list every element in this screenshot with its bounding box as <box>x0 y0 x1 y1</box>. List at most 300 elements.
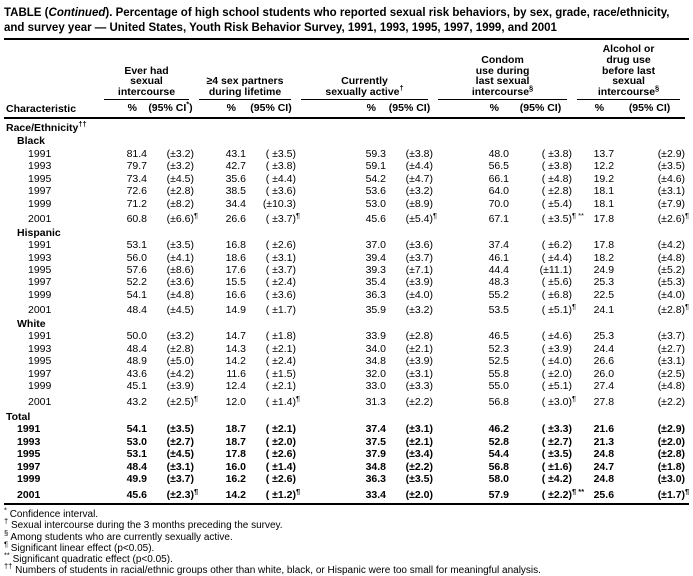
table-row <box>4 423 685 435</box>
pct-cell: 48.4 <box>126 304 147 317</box>
pct-cell: 66.1 <box>488 172 510 185</box>
ci-cell: ( ±4.4) <box>265 172 297 185</box>
pct-cell: 36.3 <box>365 288 387 301</box>
year-cell: 1999 <box>17 473 41 486</box>
ci-cell: ( ±2.0) <box>265 435 297 448</box>
ci-cell: ( ±1.4) <box>265 460 297 473</box>
pct-cell: 37.4 <box>488 239 510 252</box>
ci-cell: (±4.1) <box>166 251 194 264</box>
pct-cell: 49.9 <box>126 473 147 486</box>
pct-cell: 37.4 <box>365 423 387 436</box>
year-cell: 1991 <box>17 423 41 436</box>
pct-cell: 26.6 <box>225 213 246 226</box>
pct-cell: 16.0 <box>225 460 246 473</box>
footnote-marker: †† <box>4 561 13 571</box>
ci-cell: (±5.0) <box>166 355 194 368</box>
ci-cell: ( ±1.8) <box>265 330 297 343</box>
pct-cell: 15.5 <box>225 276 246 289</box>
pct-cell: 14.3 <box>225 342 246 355</box>
pct-cell: 46.1 <box>488 251 510 264</box>
pct-cell: 21.3 <box>593 435 615 448</box>
ci-cell: ( ±4.0) <box>541 355 573 368</box>
ci-cell: (±2.8) <box>166 185 194 198</box>
pct-cell: 73.4 <box>126 172 147 185</box>
ci-cell: (±6.6)¶ <box>166 211 199 226</box>
ci-cell: ( ±3.8) <box>265 160 297 173</box>
pct-cell: 24.4 <box>593 342 615 355</box>
ci-cell: ( ±2.1) <box>265 342 297 355</box>
pct-cell: 36.3 <box>365 473 387 486</box>
ci-cell: ( ±3.8) <box>541 147 573 160</box>
ci-cell: (±3.5) <box>166 239 194 252</box>
year-cell: 1991 <box>28 147 52 160</box>
ci-cell: (±4.8) <box>166 288 194 301</box>
pct-cell: 18.7 <box>225 423 246 436</box>
ci-cell: (±3.5) <box>405 473 434 486</box>
year-cell: 1997 <box>28 367 52 380</box>
footnote: * Confidence interval. <box>4 505 99 521</box>
ci-cell: (±10.3) <box>262 197 297 210</box>
ci-cell: (±3.2) <box>166 147 194 160</box>
table-row <box>4 239 685 251</box>
table-row <box>4 276 685 288</box>
ci-cell: (±8.9) <box>405 197 434 210</box>
ci-cell: (±2.8) <box>405 330 434 343</box>
ci-cell: ( ±1.7) <box>265 304 297 317</box>
table-row <box>4 368 685 380</box>
pct-cell: 59.1 <box>365 160 387 173</box>
pct-cell: 43.2 <box>126 395 147 408</box>
table-body <box>4 118 690 501</box>
year-cell: 2001 <box>17 488 41 501</box>
footnote-marker: § <box>4 528 9 538</box>
ci-cell: (±3.5) <box>166 423 194 436</box>
ci-cell: (±4.2) <box>166 367 194 380</box>
year-cell: 1995 <box>28 172 52 185</box>
section-row <box>4 118 685 134</box>
table-row <box>4 252 685 264</box>
table-row <box>4 185 685 197</box>
pct-cell: 33.4 <box>365 488 387 501</box>
ci-cell: (±3.9) <box>166 380 194 393</box>
pct-cell: 35.6 <box>225 172 246 185</box>
table-row <box>4 380 685 392</box>
pct-cell: 54.2 <box>365 172 387 185</box>
footnote: ** Significant quadratic effect (p<0.05). <box>4 550 173 565</box>
ci-cell: (±3.6) <box>405 239 434 252</box>
pct-cell: 35.9 <box>365 304 387 317</box>
pct-cell: 42.7 <box>225 160 246 173</box>
ci-cell: (±3.7) <box>166 473 194 486</box>
column-group-header <box>194 44 296 100</box>
ci-cell: ( ±1.5) <box>265 367 297 380</box>
pct-cell: 25.3 <box>593 276 615 289</box>
ci-cell: (±5.2) <box>657 263 686 276</box>
year-cell: 1997 <box>28 185 52 198</box>
year-cell: 1999 <box>28 380 52 393</box>
table-row <box>4 343 685 355</box>
ci-cell: ( ±4.8) <box>541 172 573 185</box>
pct-cell: 58.0 <box>488 473 510 486</box>
ci-cell: (±3.2) <box>166 330 194 343</box>
section-label: Race/Ethnicity†† <box>6 119 87 134</box>
pct-cell: 52.3 <box>488 342 510 355</box>
ci-cell: ( ±3.1) <box>265 251 297 264</box>
year-cell: 1999 <box>28 197 52 210</box>
pct-cell: 14.9 <box>225 304 246 317</box>
ci-cell: ( ±2.1) <box>265 380 297 393</box>
ci-cell: ( ±3.7) <box>265 263 297 276</box>
pct-cell: 44.4 <box>488 263 510 276</box>
year-cell: 2001 <box>28 395 52 408</box>
pct-cell: 14.2 <box>225 488 246 501</box>
pct-cell: 48.3 <box>488 276 510 289</box>
table-row <box>4 289 685 301</box>
ci-cell: ( ±5.6) <box>541 276 573 289</box>
pct-cell: 16.6 <box>225 288 246 301</box>
ci-cell: ( ±5.1) <box>541 380 573 393</box>
pct-cell: 34.4 <box>225 197 246 210</box>
pct-cell: 48.4 <box>126 342 147 355</box>
table-row <box>4 330 685 342</box>
ci-cell: ( ±2.7) <box>541 435 573 448</box>
footnote: ¶ Significant linear effect (p<0.05). <box>4 539 155 554</box>
ci-cell: (±3.8) <box>405 147 434 160</box>
ci-cell: (±2.2) <box>657 395 686 408</box>
column-group-header <box>99 44 194 100</box>
ci-cell: ( ±1.2)¶ <box>265 486 301 501</box>
pct-cell: 59.3 <box>365 147 387 160</box>
table-row <box>4 448 685 460</box>
pct-cell: 52.2 <box>126 276 147 289</box>
pct-cell: 39.3 <box>365 263 387 276</box>
pct-cell: 18.2 <box>593 251 615 264</box>
pct-cell: 48.9 <box>126 355 147 368</box>
pct-cell: 17.6 <box>225 263 246 276</box>
pct-cell: 72.6 <box>126 185 147 198</box>
subsection-label: Black <box>17 135 46 148</box>
pct-cell: 34.8 <box>365 460 387 473</box>
pct-cell: 11.6 <box>226 367 246 380</box>
ci-header: (95% CI) <box>509 100 572 118</box>
ci-cell: ( ±4.2) <box>541 473 573 486</box>
pct-cell: 33.0 <box>365 380 387 393</box>
ci-cell: (±3.2) <box>166 160 194 173</box>
pct-cell: 35.4 <box>365 276 387 289</box>
ci-cell: (±11.1) <box>539 263 573 276</box>
ci-cell: (±3.1) <box>657 355 686 368</box>
ci-cell: ( ±3.3) <box>541 423 573 436</box>
ci-cell: (±2.8)¶ <box>657 302 690 317</box>
ci-cell: (±4.5) <box>166 172 194 185</box>
ci-cell: (±2.5) <box>657 367 686 380</box>
pct-cell: 55.2 <box>488 288 510 301</box>
table-row <box>4 198 685 210</box>
pct-cell: 45.6 <box>365 213 387 226</box>
pct-cell: 54.1 <box>126 423 147 436</box>
ci-cell: (±5.3) <box>657 276 686 289</box>
ci-cell: (±2.5)¶ <box>166 393 199 408</box>
pct-cell: 34.8 <box>365 355 387 368</box>
year-cell: 1993 <box>17 435 41 448</box>
pct-cell: 24.8 <box>593 448 615 461</box>
pct-cell: 16.2 <box>225 473 246 486</box>
ci-cell: (±5.4)¶ <box>405 211 438 226</box>
title-rule <box>4 38 689 40</box>
table-title <box>4 6 689 35</box>
pct-cell: 53.0 <box>126 435 147 448</box>
pct-cell: 17.8 <box>225 448 246 461</box>
data-table <box>4 43 690 501</box>
ci-cell: ( ±3.5) <box>265 147 297 160</box>
ci-cell: ( ±3.5) <box>541 448 573 461</box>
ci-cell: (±8.6) <box>166 263 194 276</box>
ci-header: (95% CI) <box>614 100 685 118</box>
pct-cell: 18.1 <box>593 185 615 198</box>
table-row <box>4 486 685 501</box>
table-row <box>4 301 685 316</box>
pct-cell: 37.9 <box>365 448 387 461</box>
footnote: †† Numbers of students in racial/ethnic groups other than white, black, or Hispanic were too small for meaningful analysis. <box>4 561 541 576</box>
pct-cell: 17.8 <box>593 239 615 252</box>
ci-cell: (±3.7) <box>405 251 434 264</box>
ci-cell: ( ±3.7)¶ <box>265 211 301 226</box>
pct-cell: 46.2 <box>488 423 510 436</box>
ci-cell: ( ±2.6) <box>265 448 297 461</box>
pct-cell: 56.8 <box>488 460 510 473</box>
table-row <box>4 355 685 367</box>
ci-cell: (±4.8) <box>657 251 686 264</box>
table-row <box>4 264 685 276</box>
year-cell: 1991 <box>28 239 52 252</box>
ci-cell: (±2.8) <box>166 342 194 355</box>
ci-cell: (±2.9) <box>657 423 686 436</box>
ci-cell: ( ±3.6) <box>265 288 297 301</box>
pct-cell: 13.7 <box>593 147 615 160</box>
ci-cell: (±3.9) <box>405 276 434 289</box>
column-group-label: Currently sexually active† <box>301 76 428 100</box>
ci-cell: (±3.1) <box>166 460 194 473</box>
ci-cell: ( ±2.4) <box>265 355 297 368</box>
pct-cell: 24.1 <box>593 304 615 317</box>
pct-cell: 48.0 <box>488 147 510 160</box>
year-cell: 1993 <box>28 342 52 355</box>
ci-cell: ( ±4.4) <box>541 251 573 264</box>
column-group-label: Condom use during last sexual intercourse§ <box>438 55 567 100</box>
ci-cell: (±2.2) <box>405 460 434 473</box>
table-row <box>4 473 685 485</box>
pct-cell: 17.8 <box>593 213 615 226</box>
column-group-label: Alcohol or drug use before last sexual intercourse§ <box>577 44 680 100</box>
pct-cell: 53.6 <box>365 185 387 198</box>
pct-cell: 22.5 <box>593 288 615 301</box>
pct-cell: 26.0 <box>593 367 615 380</box>
pct-cell: 24.8 <box>593 473 615 486</box>
ci-cell: (±3.6) <box>166 276 194 289</box>
pct-cell: 12.0 <box>225 395 246 408</box>
column-group-header <box>572 44 685 100</box>
pct-cell: 56.0 <box>126 251 147 264</box>
year-cell: 1995 <box>28 355 52 368</box>
footnote-marker: ¶ <box>4 539 9 549</box>
ci-cell: (±3.2) <box>405 185 434 198</box>
ci-cell: (±3.0) <box>657 473 686 486</box>
year-cell: 1997 <box>17 460 41 473</box>
ci-cell: (±2.0) <box>657 435 686 448</box>
pct-cell: 33.9 <box>365 330 387 343</box>
section-row <box>4 408 685 423</box>
pct-cell: 14.2 <box>225 355 246 368</box>
pct-cell: 57.9 <box>488 488 510 501</box>
table-row <box>4 393 685 408</box>
ci-cell: (±4.8) <box>657 380 686 393</box>
pct-cell: 64.0 <box>488 185 510 198</box>
year-cell: 2001 <box>28 304 52 317</box>
pct-cell: 71.2 <box>126 197 147 210</box>
column-group-header <box>433 44 572 100</box>
ci-cell: (±2.3)¶ <box>166 486 199 501</box>
ci-cell: (±3.3) <box>405 380 434 393</box>
year-cell: 2001 <box>28 213 52 226</box>
ci-cell: (±2.7) <box>166 435 194 448</box>
percent-header: % <box>194 100 246 118</box>
pct-cell: 43.6 <box>126 367 147 380</box>
ci-cell: (±1.7)¶ <box>657 486 690 501</box>
pct-cell: 53.5 <box>488 304 510 317</box>
pct-cell: 34.0 <box>365 342 387 355</box>
footnote: † Sexual intercourse during the 3 months preceding the survey. <box>4 517 283 532</box>
ci-cell: (±4.6) <box>657 172 686 185</box>
pct-cell: 60.8 <box>126 213 147 226</box>
ci-cell: ( ±3.9) <box>541 342 573 355</box>
sub-header-row <box>4 100 685 118</box>
ci-cell: ( ±1.4)¶ <box>265 393 301 408</box>
characteristic-header: Characteristic <box>4 44 99 118</box>
pct-cell: 67.1 <box>488 213 510 226</box>
ci-cell: ( ±3.6) <box>265 185 297 198</box>
year-cell: 1991 <box>28 330 52 343</box>
ci-header: (95% CI*) <box>147 100 194 118</box>
pct-cell: 53.1 <box>126 239 147 252</box>
ci-cell: (±3.1) <box>405 423 434 436</box>
ci-cell: (±2.1) <box>405 435 434 448</box>
pct-cell: 55.8 <box>488 367 510 380</box>
year-cell: 1993 <box>28 251 52 264</box>
table-title-text: ). Percentage of high school students who reported sexual risk behaviors, by sex, grade, race/ethnicity, and survey year — United States, Youth Risk Behavior Survey, 1991, 1993, 1995, 1997, 1999, and 2001 <box>4 7 670 34</box>
year-cell: 1997 <box>28 276 52 289</box>
ci-cell: (±4.0) <box>405 288 434 301</box>
pct-cell: 31.3 <box>365 395 387 408</box>
footnote-marker: ** <box>4 550 10 560</box>
pct-cell: 43.1 <box>225 147 246 160</box>
ci-cell: (±2.9) <box>657 147 686 160</box>
ci-cell: (±3.2) <box>405 304 434 317</box>
pct-cell: 39.4 <box>365 251 387 264</box>
ci-cell: ( ±2.8) <box>541 185 573 198</box>
table-row <box>4 173 685 185</box>
pct-cell: 52.5 <box>488 355 510 368</box>
ci-cell: (±2.2) <box>405 395 434 408</box>
ci-cell: (±2.1) <box>405 342 434 355</box>
subsection-label: White <box>17 317 46 330</box>
pct-cell: 21.6 <box>593 423 615 436</box>
pct-cell: 19.2 <box>593 172 615 185</box>
year-cell: 1999 <box>28 288 52 301</box>
ci-cell: ( ±2.6) <box>265 473 297 486</box>
pct-cell: 53.0 <box>365 197 387 210</box>
pct-cell: 46.5 <box>488 330 510 343</box>
ci-cell: ( ±5.1)¶ <box>541 302 577 317</box>
pct-cell: 45.6 <box>126 488 147 501</box>
pct-cell: 27.4 <box>593 380 615 393</box>
ci-cell: (±4.0) <box>657 288 686 301</box>
ci-cell: (±3.5) <box>657 160 686 173</box>
pct-cell: 48.4 <box>126 460 147 473</box>
pct-cell: 32.0 <box>365 367 387 380</box>
subsection-row <box>4 317 685 330</box>
footnote-marker: † <box>4 517 9 526</box>
pct-cell: 12.4 <box>225 380 246 393</box>
table-row <box>4 210 685 225</box>
pct-cell: 52.8 <box>488 435 510 448</box>
table-header <box>4 44 685 118</box>
ci-cell: ( ±2.0) <box>541 367 573 380</box>
ci-cell: (±4.7) <box>405 172 434 185</box>
pct-cell: 18.6 <box>225 251 246 264</box>
ci-header: (95% CI) <box>246 100 296 118</box>
ci-cell: ( ±2.4) <box>265 276 297 289</box>
subsection-label: Hispanic <box>17 226 61 239</box>
year-cell: 1995 <box>17 448 41 461</box>
ci-cell: (±2.8) <box>657 448 686 461</box>
pct-cell: 24.7 <box>593 460 615 473</box>
percent-header: % <box>99 100 147 118</box>
percent-header: % <box>572 100 614 118</box>
pct-cell: 70.0 <box>488 197 510 210</box>
table-row <box>4 148 685 160</box>
section-label: Total <box>6 410 31 423</box>
pct-cell: 12.2 <box>593 160 615 173</box>
ci-cell: ( ±2.6) <box>265 239 297 252</box>
pct-cell: 50.0 <box>126 330 147 343</box>
pct-cell: 56.5 <box>488 160 510 173</box>
pct-cell: 53.1 <box>126 448 147 461</box>
pct-cell: 25.3 <box>593 330 615 343</box>
pct-cell: 16.8 <box>225 239 246 252</box>
column-group-label: Ever had sexual intercourse <box>104 66 189 100</box>
pct-cell: 18.1 <box>593 197 615 210</box>
ci-cell: ( ±6.2) <box>541 239 573 252</box>
ci-header: (95% CI) <box>386 100 433 118</box>
pct-cell: 25.6 <box>593 488 615 501</box>
pct-cell: 14.7 <box>225 330 246 343</box>
ci-cell: ( ±4.6) <box>541 330 573 343</box>
ci-cell: (±3.1) <box>657 185 686 198</box>
percent-header: % <box>433 100 509 118</box>
pct-cell: 18.7 <box>225 435 246 448</box>
table-title-prefix: TABLE ( <box>4 7 49 19</box>
pct-cell: 37.0 <box>365 239 387 252</box>
ci-cell: (±4.4) <box>405 160 434 173</box>
ci-cell: ( ±3.8) <box>541 160 573 173</box>
ci-cell: ( ±3.0)¶ <box>541 393 577 408</box>
table-row <box>4 160 685 172</box>
ci-cell: (±4.5) <box>166 304 194 317</box>
pct-cell: 54.1 <box>126 288 147 301</box>
pct-cell: 27.8 <box>593 395 615 408</box>
pct-cell: 56.8 <box>488 395 510 408</box>
table-title-continued: Continued <box>48 7 106 19</box>
